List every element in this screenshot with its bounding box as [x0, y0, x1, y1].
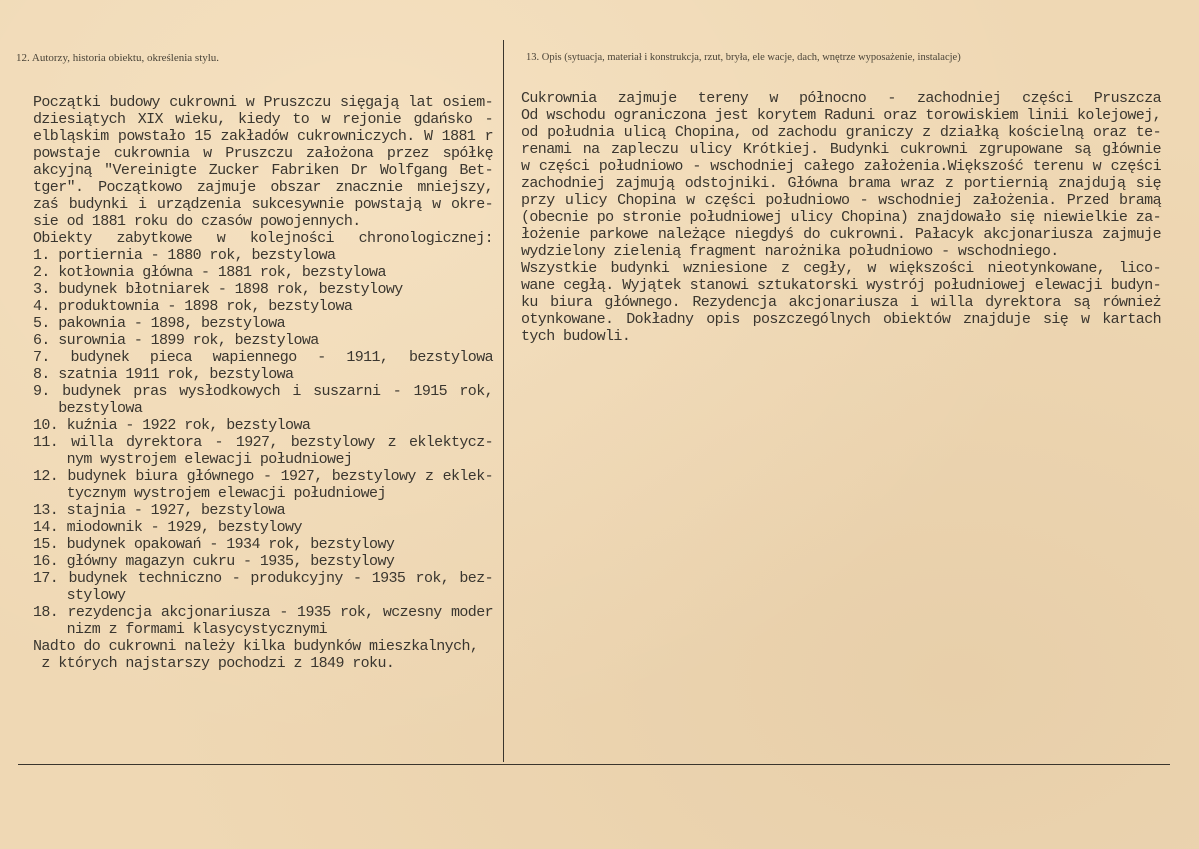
description-text-block — [521, 90, 1161, 345]
description-text-line: zachodniej zajmują odstojniki. Główna brama wraz z portiernią znajdują się — [521, 175, 1161, 192]
history-text-line: tycznym wystrojem elewacji południowej — [33, 485, 386, 502]
history-text-line: 1. portiernia - 1880 rok, bezstylowa — [33, 247, 336, 264]
history-text-line: zaś budynki i urządzenia sukcesywnie powstają w okre- — [33, 196, 493, 213]
description-text-line: wydzielony zielenią fragment narożnika południowo - wschodniego. — [521, 243, 1059, 260]
description-text-line: przy ulicy Chopina w części południowo - wschodniej założenia. Przed bramą — [521, 192, 1161, 209]
history-text-block — [33, 94, 493, 672]
history-text-line: stylowy — [33, 587, 126, 604]
history-text-line: Początki budowy cukrowni w Pruszczu sięgają lat osiem- — [33, 94, 493, 111]
description-text-line: tych budowli. — [521, 328, 631, 345]
history-text-line: powstaje cukrownia w Pruszczu założona przez spółkę — [33, 145, 493, 162]
description-text-line: Od wschodu ograniczona jest korytem Raduni oraz torowiskiem linii kolejowej, — [521, 107, 1161, 124]
history-text-line: Obiekty zabytkowe w kolejności chronologicznej: — [33, 230, 493, 247]
history-text-line: 15. budynek opakowań - 1934 rok, bezstylowy — [33, 536, 395, 553]
history-text-line: 9. budynek pras wysłodkowych i suszarni - 1915 rok, — [33, 383, 493, 400]
description-text-line: od południa ulicą Chopina, od zachodu graniczy z działką kościelną oraz te- — [521, 124, 1161, 141]
history-text-line: 6. surownia - 1899 rok, bezstylowa — [33, 332, 319, 349]
history-text-line: bezstylowa — [33, 400, 143, 417]
history-text-line: nizm z formami klasycystycznymi — [33, 621, 328, 638]
history-text-line: 16. główny magazyn cukru - 1935, bezstylowy — [33, 553, 395, 570]
description-text-line: w części południowo - wschodniej całego założenia.Większość terenu w części — [521, 158, 1161, 175]
description-text-line: ku biura głównego. Rezydencja akcjonariusza i willa dyrektora są również — [521, 294, 1161, 311]
column-divider — [503, 40, 504, 762]
history-text-line: 10. kuźnia - 1922 rok, bezstylowa — [33, 417, 311, 434]
history-text-line: 8. szatnia 1911 rok, bezstylowa — [33, 366, 294, 383]
section-13-header: 13. Opis (sytuacja, materiał i konstrukcja, rzut, bryła, ele wacje, dach, wnętrze wyposażenie, instalacje) — [526, 52, 961, 63]
history-text-line: 12. budynek biura głównego - 1927, bezstylowy z eklek- — [33, 468, 493, 485]
section-12-header: 12. Autorzy, historia obiektu, określenia stylu. — [16, 52, 220, 64]
description-text-line: łożenie parkowe należące niegdyś do cukrowni. Pałacyk akcjonariusza zajmuje — [521, 226, 1161, 243]
history-text-line: 14. miodownik - 1929, bezstylowy — [33, 519, 302, 536]
history-text-line: sie od 1881 roku do czasów powojennych. — [33, 213, 361, 230]
history-text-line: elbląskim powstało 15 zakładów cukrowniczych. W 1881 r — [33, 128, 493, 145]
history-text-line: dziesiątych XIX wieku, kiedy to w rejonie gdańsko - — [33, 111, 493, 128]
description-text-line: Cukrownia zajmuje tereny w północno - zachodniej części Pruszcza — [521, 90, 1161, 107]
history-text-line: 2. kotłownia główna - 1881 rok, bezstylowa — [33, 264, 386, 281]
history-text-line: 3. budynek błotniarek - 1898 rok, bezstylowy — [33, 281, 403, 298]
history-text-line: nym wystrojem elewacji południowej — [33, 451, 353, 468]
history-text-line: 4. produktownia - 1898 rok, bezstylowa — [33, 298, 353, 315]
bottom-rule — [18, 764, 1170, 765]
history-text-line: 7. budynek pieca wapiennego - 1911, bezstylowa — [33, 349, 493, 366]
history-text-line: 5. pakownia - 1898, bezstylowa — [33, 315, 286, 332]
history-text-line: akcyjną "Vereinigte Zucker Fabriken Dr Wolfgang Bet- — [33, 162, 493, 179]
description-text-line: (obecnie po stronie południowej ulicy Chopina) znajdowało się niewielkie za- — [521, 209, 1161, 226]
history-text-line: Nadto do cukrowni należy kilka budynków mieszkalnych, — [33, 638, 479, 655]
description-text-line: wane cegłą. Wyjątek stanowi sztukatorski wystrój południowej elewacji budyn- — [521, 277, 1161, 294]
description-text-line: otynkowane. Dokładny opis poszczególnych obiektów znajduje się w kartach — [521, 311, 1161, 328]
history-text-line: 17. budynek techniczno - produkcyjny - 1935 rok, bez- — [33, 570, 493, 587]
description-text-line: Wszystkie budynki wzniesione z cegły, w większości nieotynkowane, lico- — [521, 260, 1161, 277]
history-text-line: tger". Początkowo zajmuje obszar znacznie mniejszy, — [33, 179, 493, 196]
description-text-line: renami na zapleczu ulicy Krótkiej. Budynki cukrowni zgrupowane są głównie — [521, 141, 1161, 158]
history-text-line: 11. willa dyrektora - 1927, bezstylowy z eklektycz- — [33, 434, 493, 451]
history-text-line: 13. stajnia - 1927, bezstylowa — [33, 502, 286, 519]
history-text-line: z których najstarszy pochodzi z 1849 roku. — [33, 655, 395, 672]
history-text-line: 18. rezydencja akcjonariusza - 1935 rok, wczesny moder — [33, 604, 493, 621]
